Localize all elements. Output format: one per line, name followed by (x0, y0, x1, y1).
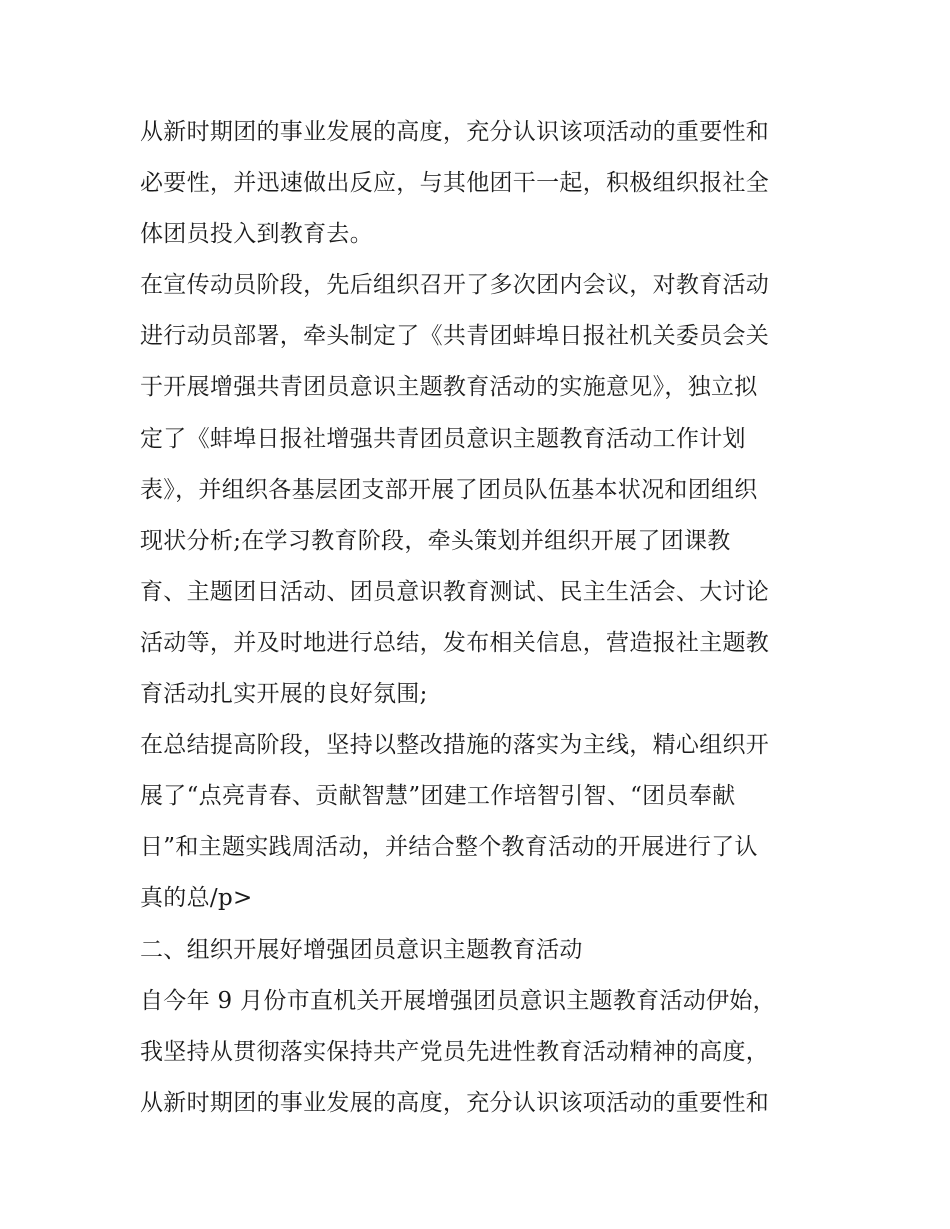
text-line: 活动等，并及时地进行总结，发布相关信息，营造报社主题教 (140, 629, 770, 656)
text-line: 育活动扎实开展的良好氛围; (140, 681, 428, 708)
text-line: 自今年 9 月份市直机关开展增强团员意识主题教育活动伊始， (140, 987, 776, 1014)
text-line: 真的总/p> (140, 885, 253, 912)
text-line: 在总结提高阶段，坚持以整改措施的落实为主线，精心组织开 (140, 732, 770, 759)
text-line: 从新时期团的事业发展的高度，充分认识该项活动的重要性和 (140, 119, 770, 145)
text-line: 于开展增强共青团员意识主题教育活动的实施意见》，独立拟 (140, 374, 758, 401)
document-body (140, 107, 820, 1129)
text-line: 必要性，并迅速做出反应，与其他团干一起，积极组织报社全 (140, 170, 770, 197)
text-line: 定了《蚌埠日报社增强共青团员意识主题教育活动工作计划 (140, 425, 746, 452)
text-line: 进行动员部署，牵头制定了《共青团蚌埠日报社机关委员会关 (140, 323, 770, 350)
text-line: 展了“点亮青春、贡献智慧”团建工作培智引智、“团员奉献 (140, 783, 736, 810)
text-line: 日”和主题实践周活动，并结合整个教育活动的开展进行了认 (140, 834, 758, 861)
text-line: 现状分析;在学习教育阶段，牵头策划并组织开展了团课教 (140, 527, 731, 554)
text-line: 我坚持从贯彻落实保持共产党员先进性教育活动精神的高度， (140, 1038, 770, 1065)
text-line: 在宣传动员阶段，先后组织召开了多次团内会议，对教育活动 (140, 272, 770, 299)
text-line: 从新时期团的事业发展的高度，充分认识该项活动的重要性和 (140, 1089, 770, 1116)
section-heading: 二、组织开展好增强团员意识主题教育活动 (140, 936, 583, 963)
text-line: 育、主题团日活动、团员意识教育测试、民主生活会、大讨论 (140, 578, 770, 605)
text-line: 体团员投入到教育去。 (140, 221, 373, 248)
text-line: 表》，并组织各基层团支部开展了团员队伍基本状况和团组织 (140, 476, 758, 503)
